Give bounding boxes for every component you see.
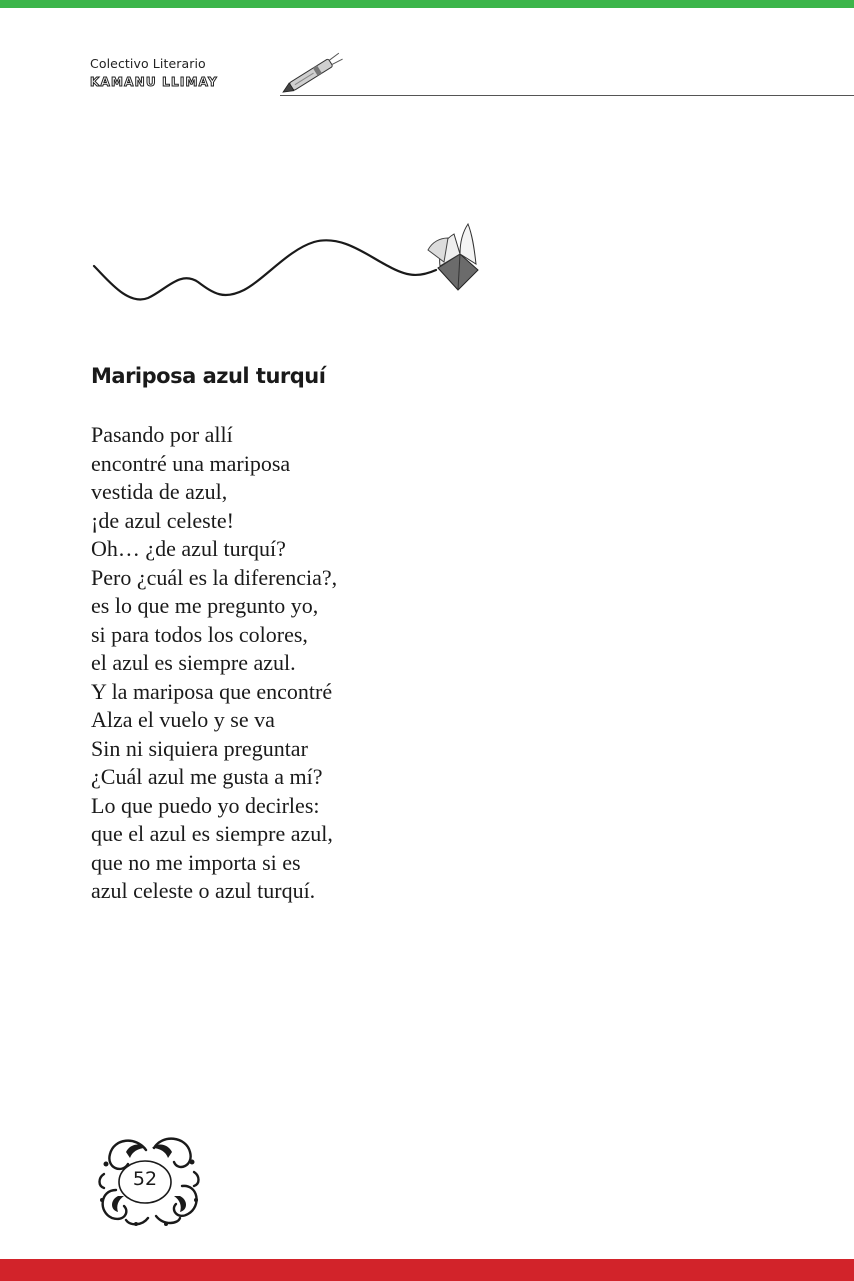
poem-line: azul celeste o azul turquí. [91, 878, 316, 903]
poem-line: Y la mariposa que encontré [91, 678, 333, 704]
poem-line: Pasando por allí [91, 422, 233, 447]
running-header [90, 56, 218, 89]
poem-line: que el azul es siempre azul, [91, 821, 333, 846]
poem-line: ¿Cuál azul me gusta a mí? [91, 764, 323, 789]
open-book-icon [428, 224, 478, 290]
poem-line: Pero ¿cuál es la diferencia?, [91, 564, 338, 590]
poem-line: encontré una mariposa [91, 450, 291, 476]
group-name-logo: KAMANU LLIMAY [90, 75, 218, 89]
poem-line: es lo que me pregunto yo, [91, 593, 319, 618]
header-rule [280, 95, 854, 96]
poem-line: ¡de azul celeste! [91, 507, 234, 533]
poem-line: Alza el vuelo y se va [91, 707, 275, 732]
poem-line: el azul es siempre azul. [91, 650, 296, 675]
page-number: 52 [132, 1168, 158, 1190]
poem-line: si para todos los colores, [91, 621, 308, 647]
squiggle-book-divider [88, 220, 488, 310]
poem-line: Sin ni siquiera preguntar [91, 735, 308, 761]
poem-line: que no me importa si es [91, 849, 301, 875]
poem-line: vestida de azul, [91, 479, 228, 504]
poem-line: Lo que puedo yo decirles: [91, 792, 320, 818]
poem-title: Mariposa azul turquí [91, 364, 326, 388]
top-color-bar [0, 0, 854, 8]
poem-body [91, 421, 337, 906]
poem-line: Oh… ¿de azul turquí? [91, 536, 286, 561]
bottom-color-bar [0, 1259, 854, 1281]
collective-label: Colectivo Literario [90, 56, 206, 71]
fountain-pen-icon [276, 52, 350, 96]
